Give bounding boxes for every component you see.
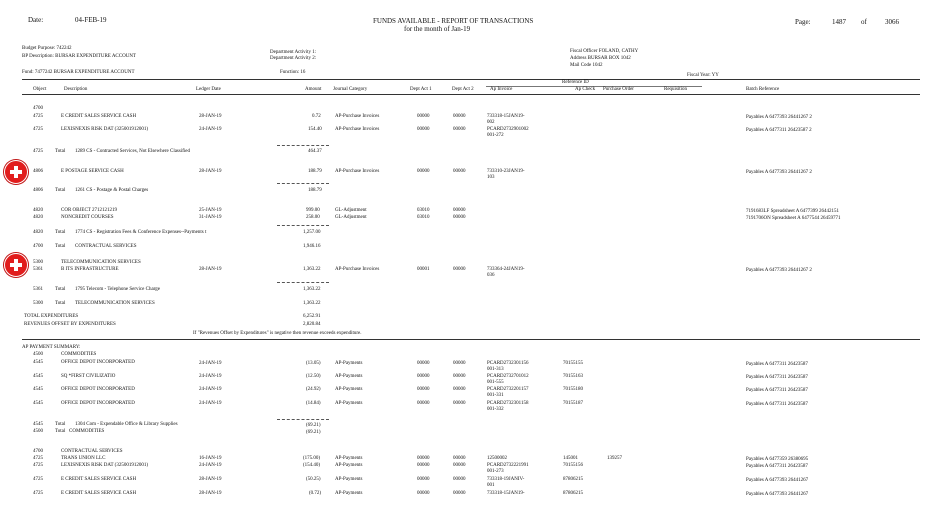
plus-icon[interactable] [4, 253, 28, 277]
object-code: 4700 [33, 244, 43, 249]
row-dept-act-1: 00000 [417, 361, 430, 366]
total-label: Total [55, 244, 66, 249]
row-ledger-date: 28-JAN-19 [199, 169, 222, 174]
header-rule-bottom [22, 94, 920, 95]
row-batch-reference: 7191683LF Spreadsheet A 6477399 26442151 [746, 209, 840, 214]
row-ledger-date: 24-JAN-19 [199, 463, 222, 468]
row-ap-invoice-line2: 001-313 [487, 367, 504, 372]
row-amount: 999.00 [306, 208, 320, 213]
row-dept-act-1: 03010 [417, 208, 430, 213]
row-ap-invoice-line2: 103 [487, 175, 495, 180]
total-description: 1289 CS - Contracted Services, Not Elsewhere Classified [75, 149, 190, 154]
row-description: SQ *FIRST CIVILIZATIO [61, 374, 116, 379]
row-ap-check: 87806215 [563, 491, 583, 496]
row-description: LEXISNEXIS RISK DAT (325001912001) [61, 127, 148, 132]
row-batch-reference: Payables A 6477311 26423587 [746, 388, 808, 393]
row-ledger-date: 28-JAN-19 [199, 267, 222, 272]
row-amount: 188.79 [308, 169, 322, 174]
row-description: NONCREDIT COURSES [61, 215, 114, 220]
row-dept-act-2: 00000 [453, 267, 466, 272]
row-dept-act-2: 00000 [453, 463, 466, 468]
page-label: Page: [795, 18, 811, 26]
row-amount: (175.00) [303, 456, 321, 461]
fund: Fund: 7477242 BURSAR EXPENDITURE ACCOUNT [22, 70, 135, 75]
row-ap-invoice: PCARD2732901002 [487, 127, 529, 132]
page-of-label: of [861, 18, 867, 26]
row-ledger-date: 24-JAN-19 [199, 361, 222, 366]
col-ap-check: Ap Check [575, 87, 596, 92]
mail-code: Mail Code 1042 [570, 63, 603, 68]
row-batch-reference: Payables A 6477359 26380695 [746, 457, 809, 462]
row-description: TELECOMMUNICATION SERVICES [61, 260, 141, 265]
col-object: Object [33, 87, 47, 92]
row-description: OFFICE DEPOT INCORPORATED [61, 360, 135, 365]
row-dept-act-1: 00000 [417, 456, 430, 461]
row-batch-reference: 7191706ON Spreadsheet A 6477544 26459771 [746, 216, 841, 221]
row-ap-invoice: 733318-15JAN19- [487, 114, 525, 119]
row-ap-invoice-line2: 001-555 [487, 380, 504, 385]
total-amount: (69.21) [306, 423, 321, 428]
header-rule-top [22, 79, 920, 80]
total-expenditures-label: TOTAL EXPENDITURES [24, 314, 79, 319]
object-code: 4545 [33, 374, 43, 379]
total-amount: 1,363.22 [303, 287, 321, 292]
dept-activity-2: Department Activity 2: [270, 56, 317, 61]
subtotal-rule [277, 419, 329, 420]
dept-activity-1: Department Activity 1: [270, 50, 317, 55]
col-dept-act-1: Dept Act 1 [410, 87, 432, 92]
row-amount: (154.40) [303, 463, 321, 468]
budget-purpose: Budget Purpose: 742242 [22, 46, 72, 51]
object-code: 4700 [33, 449, 43, 454]
row-description: E CREDIT SALES SERVICE CASH [61, 114, 137, 119]
row-ap-invoice: 12500002 [487, 456, 507, 461]
col-dept-act-2: Dept Act 2 [452, 87, 474, 92]
row-batch-reference: Payables A 6477393 26441267 2 [746, 115, 812, 120]
object-code: 4545 [33, 360, 43, 365]
total-label: Total [55, 429, 66, 434]
row-dept-act-2: 00000 [453, 387, 466, 392]
row-dept-act-2: 00000 [453, 361, 466, 366]
row-dept-act-1: 00000 [417, 127, 430, 132]
row-description: OFFICE DEPOT INCORPORATED [61, 401, 135, 406]
row-dept-act-2: 00000 [453, 456, 466, 461]
page-number: 1487 [832, 18, 846, 26]
revenues-offset-label: REVENUES OFFSET BY EXPENDITURES [24, 322, 116, 327]
row-description: E CREDIT SALES SERVICE CASH [61, 477, 137, 482]
row-description: CONTRACTUAL SERVICES [61, 449, 123, 454]
total-amount: (69.21) [306, 430, 321, 435]
row-dept-act-1: 00000 [417, 401, 430, 406]
row-journal-category: AP-Payments [335, 491, 363, 496]
row-journal-category: AP-Payments [335, 401, 363, 406]
row-batch-reference: Payables A 6477393 26441267 [746, 478, 809, 483]
row-purchase-order: 139257 [607, 456, 622, 461]
col-ledger-date: Ledger Date [196, 87, 221, 92]
row-batch-reference: Payables A 6477311 26423587 2 [746, 128, 812, 133]
row-ledger-date: 31-JAN-19 [199, 215, 222, 220]
row-amount: 0.72 [312, 114, 321, 119]
row-ap-invoice-line2: 001 [487, 483, 495, 488]
row-amount: 1,363.22 [303, 267, 321, 272]
row-ap-invoice-line2: 036 [487, 273, 495, 278]
row-dept-act-1: 00000 [417, 463, 430, 468]
total-label: Total [55, 149, 66, 154]
row-ap-invoice-line2: 001-273 [487, 469, 504, 474]
col-batch-reference: Batch Reference [746, 87, 780, 92]
col-requisition: Requisition [664, 87, 688, 92]
row-ledger-date: 24-JAN-19 [199, 127, 222, 132]
summary-rule [22, 339, 920, 340]
report-date: 04-FEB-19 [75, 16, 107, 24]
row-description: LEXISNEXIS RISK DAT (325001912001) [61, 463, 148, 468]
row-journal-category: AP-Purchase Invoices [335, 127, 380, 132]
object-code: 4725 [33, 491, 43, 496]
object-code: 4545 [33, 401, 43, 406]
total-description: 1795 Telecom - Telephone Service Charge [75, 287, 160, 292]
row-ap-invoice-line2: 001-272 [487, 133, 504, 138]
row-description: E POSTAGE SERVICE CASH [61, 169, 124, 174]
row-journal-category: AP-Payments [335, 374, 363, 379]
row-dept-act-2: 00000 [453, 401, 466, 406]
object-code: 4725 [33, 114, 43, 119]
row-ledger-date: 24-JAN-19 [199, 374, 222, 379]
total-label: Total [55, 287, 66, 292]
object-code: 4500 [33, 429, 43, 434]
row-amount: (24.92) [306, 387, 321, 392]
object-code: 4725 [33, 149, 43, 154]
row-batch-reference: Payables A 6477311 26423587 [746, 402, 808, 407]
total-description: COMMODITIES [69, 429, 105, 434]
row-ap-invoice-line2: 002 [487, 120, 495, 125]
total-amount: 1,257.00 [303, 230, 321, 235]
object-code: 4725 [33, 463, 43, 468]
row-journal-category: AP-Purchase Invoices [335, 267, 380, 272]
object-code: 4806 [33, 169, 43, 174]
total-amount: 188.79 [308, 188, 322, 193]
total-amount: 464.37 [308, 149, 322, 154]
row-journal-category: AP-Payments [335, 463, 363, 468]
total-description: 1774 CS - Registration Fees & Conference Expenses--Payments t [75, 230, 207, 235]
row-ap-invoice: 733310-23JAN19- [487, 169, 525, 174]
ap-summary-title: AP PAYMENT SUMMARY: [22, 345, 81, 350]
total-description: TELECOMMUNICATION SERVICES [75, 301, 155, 306]
row-amount: (14.84) [306, 401, 321, 406]
col-amount: Amount [305, 87, 322, 92]
object-code: 5300 [33, 301, 43, 306]
row-ap-invoice-line2: 001-331 [487, 393, 504, 398]
col-purchase-order: Purchase Order [603, 87, 634, 92]
row-ap-invoice: PCARD2732201157 [487, 387, 529, 392]
row-description: OFFICE DEPOT INCORPORATED [61, 387, 135, 392]
row-ap-invoice: PCARD2732301156 [487, 361, 529, 366]
total-description: 1261 CS - Postage & Postal Charges [75, 188, 149, 193]
row-ap-check: 70155155 [563, 361, 583, 366]
row-dept-act-1: 00000 [417, 374, 430, 379]
row-ledger-date: 28-JAN-19 [199, 477, 222, 482]
total-amount: 1,363.22 [303, 301, 321, 306]
row-dept-act-1: 00000 [417, 169, 430, 174]
row-journal-category: AP-Payments [335, 456, 363, 461]
row-ledger-date: 24-JAN-19 [199, 401, 222, 406]
row-ap-check: 70155156 [563, 463, 583, 468]
row-ap-check: 70155180 [563, 387, 583, 392]
row-dept-act-2: 00000 [453, 374, 466, 379]
object-code: 4806 [33, 188, 43, 193]
row-journal-category: AP-Payments [335, 477, 363, 482]
report-title: FUNDS AVAILABLE - REPORT OF TRANSACTIONS [373, 17, 534, 25]
row-ap-invoice: 733318-19JANIV- [487, 477, 525, 482]
address: Address BURSAR BOX 1042 [570, 56, 631, 61]
row-journal-category: GL-Adjustment [335, 208, 367, 213]
total-amount: 1,946.16 [303, 244, 321, 249]
row-description: COR OBJECT 2712121219 [61, 208, 118, 213]
date-label: Date: [28, 16, 44, 24]
row-dept-act-2: 00000 [453, 169, 466, 174]
row-ap-invoice: PCARD2732301158 [487, 401, 529, 406]
row-amount: (50.25) [306, 477, 321, 482]
row-journal-category: AP-Payments [335, 361, 363, 366]
row-ap-invoice-line2: 001-332 [487, 407, 504, 412]
row-dept-act-2: 00000 [453, 127, 466, 132]
row-amount: 258.00 [306, 215, 320, 220]
row-dept-act-1: 00000 [417, 387, 430, 392]
row-dept-act-1: 00001 [417, 267, 430, 272]
row-ledger-date: 28-JAN-19 [199, 491, 222, 496]
row-batch-reference: Payables A 6477393 26441267 2 [746, 170, 812, 175]
row-dept-act-2: 00000 [453, 215, 466, 220]
row-amount: 154.40 [308, 127, 322, 132]
subtotal-rule [277, 145, 329, 146]
object-code: 4545 [33, 422, 43, 427]
page-total: 3066 [885, 18, 899, 26]
total-description: CONTRACTUAL SERVICES [75, 244, 137, 249]
bp-description: BP Description: BURSAR EXPENDITURE ACCOUNT [22, 54, 136, 59]
row-dept-act-2: 00000 [453, 208, 466, 213]
row-ledger-date: 24-JAN-19 [199, 387, 222, 392]
row-amount: (0.72) [309, 491, 322, 496]
row-description: E CREDIT SALES SERVICE CASH [61, 491, 137, 496]
row-ap-check: 145001 [563, 456, 578, 461]
col-ap-invoice: Ap Invoice [490, 87, 513, 92]
fiscal-officer: Fiscal Officer FOLAND, CATHY [570, 49, 639, 54]
row-amount: (13.05) [306, 361, 321, 366]
row-batch-reference: Payables A 6477393 26441267 [746, 492, 809, 497]
total-label: Total [55, 301, 66, 306]
object-code: 4820 [33, 215, 43, 220]
subtotal-rule [277, 225, 329, 226]
object-code: 4725 [33, 456, 43, 461]
row-ap-check: 70155187 [563, 401, 583, 406]
object-code: 5300 [33, 260, 43, 265]
row-amount: (12.50) [306, 374, 321, 379]
offset-note: If "Revenues Offset by Expenditures" is negative then revenue exceeds expenditure. [193, 331, 362, 336]
row-description: B ITS INFRASTRUCTURE [61, 267, 119, 272]
row-dept-act-1: 00000 [417, 477, 430, 482]
total-expenditures-amount: 6,252.91 [303, 314, 321, 319]
row-dept-act-1: 00000 [417, 114, 430, 119]
row-journal-category: AP-Payments [335, 387, 363, 392]
revenues-offset-amount: 2,820.84 [303, 322, 321, 327]
total-label: Total [55, 188, 66, 193]
row-ap-check: 70155163 [563, 374, 583, 379]
row-ap-invoice: PCARD2732701012 [487, 374, 529, 379]
row-ap-check: 87806215 [563, 477, 583, 482]
row-ap-invoice: 733318-15JAN19- [487, 491, 525, 496]
object-code: 4700 [33, 106, 43, 111]
report-subtitle: for the month of Jan-19 [404, 25, 471, 33]
fiscal-year: Fiscal Year: YY [687, 73, 719, 78]
col-description: Description [64, 87, 88, 92]
row-dept-act-2: 00000 [453, 491, 466, 496]
row-dept-act-1: 00000 [417, 491, 430, 496]
row-batch-reference: Payables A 6477311 26423587 [746, 362, 808, 367]
row-batch-reference: Payables A 6477393 26441267 2 [746, 268, 812, 273]
subtotal-rule [277, 282, 329, 283]
object-code: 5361 [33, 267, 43, 272]
object-code: 4545 [33, 387, 43, 392]
object-code: 4725 [33, 127, 43, 132]
row-batch-reference: Payables A 6477311 26423587 [746, 375, 808, 380]
function: Function: 16 [280, 70, 306, 75]
total-label: Total [55, 422, 66, 427]
object-code: 4820 [33, 230, 43, 235]
row-description: TRANS UNION LLC [61, 456, 106, 461]
col-reference-id: Reference ID [562, 80, 589, 85]
row-ledger-date: 16-JAN-19 [199, 456, 222, 461]
total-label: Total [55, 230, 66, 235]
row-ledger-date: 28-JAN-19 [199, 114, 222, 119]
subtotal-rule [277, 183, 329, 184]
row-dept-act-2: 00000 [453, 477, 466, 482]
row-dept-act-1: 03010 [417, 215, 430, 220]
row-batch-reference: Payables A 6477311 26423587 [746, 464, 808, 469]
total-description: 1304 Com - Expendable Office & Library Supplies [75, 422, 178, 427]
object-code: 4500 [33, 352, 43, 357]
object-code: 4820 [33, 208, 43, 213]
object-code: 5361 [33, 287, 43, 292]
row-journal-category: GL-Adjustment [335, 215, 367, 220]
row-ap-invoice: 733364-24JAN19- [487, 267, 525, 272]
row-ledger-date: 25-JAN-19 [199, 208, 222, 213]
col-journal-category: Journal Category [333, 87, 368, 92]
plus-icon[interactable] [4, 160, 28, 184]
row-description: COMMODITIES [61, 352, 97, 357]
row-journal-category: AP-Purchase Invoices [335, 114, 380, 119]
row-ap-invoice: PCARD2732221991 [487, 463, 529, 468]
row-dept-act-2: 00000 [453, 114, 466, 119]
object-code: 4725 [33, 477, 43, 482]
row-journal-category: AP-Purchase Invoices [335, 169, 380, 174]
